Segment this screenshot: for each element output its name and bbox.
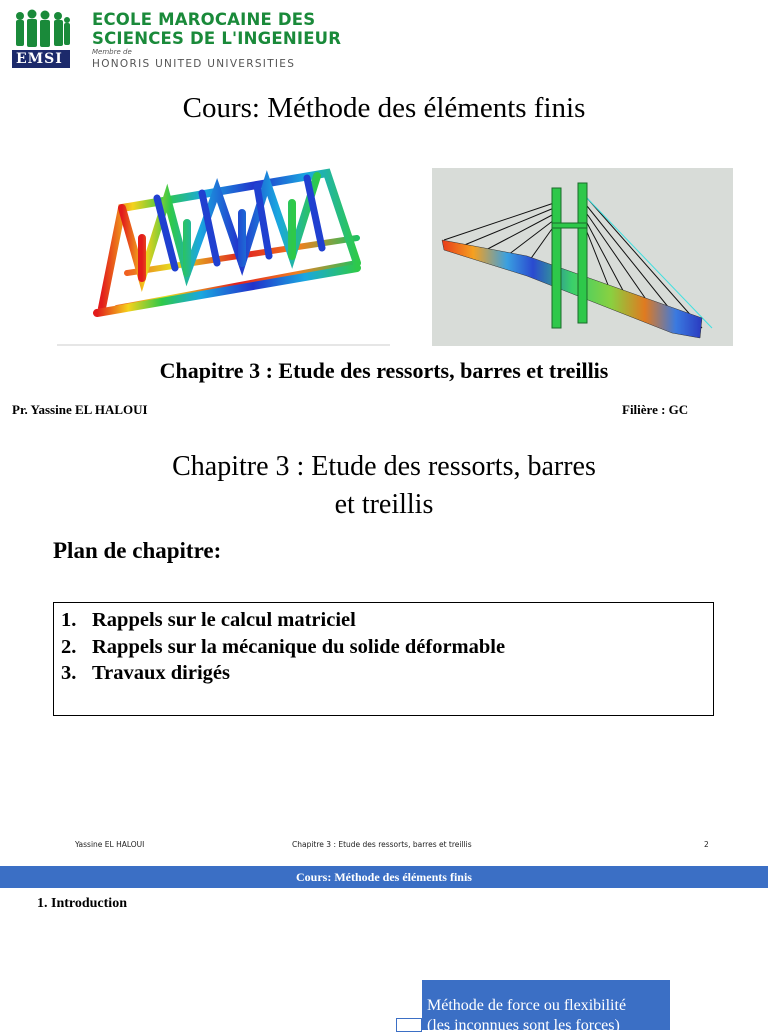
footer-chapter: Chapitre 3 : Etude des ressorts, barres et treillis xyxy=(292,840,472,849)
truss-fem-image xyxy=(57,168,390,346)
diagram-connector-box xyxy=(396,1018,422,1032)
plan-item-text: Travaux dirigés xyxy=(92,662,230,684)
slide-title-line-2: et treillis xyxy=(334,489,434,520)
method-box xyxy=(422,980,670,1034)
plan-item-number: 3. xyxy=(61,662,77,684)
course-banner: Cours: Méthode des éléments finis xyxy=(0,866,768,888)
school-logo xyxy=(12,8,342,74)
logo-membre: Membre de xyxy=(92,48,132,56)
plan-item xyxy=(61,662,230,685)
plan-item-number: 1. xyxy=(61,609,77,631)
plan-item-text: Rappels sur la mécanique du solide déformable xyxy=(92,636,506,658)
slide-title xyxy=(0,448,768,524)
author-name: Pr. Yassine EL HALOUI xyxy=(12,402,148,417)
method-line-2: (les inconnues sont les forces) xyxy=(427,1017,620,1034)
section-heading: 1. Introduction xyxy=(37,896,127,911)
logo-line-2: SCIENCES DE L'INGENIEUR xyxy=(92,29,342,48)
footer-author: Yassine EL HALOUI xyxy=(75,840,145,849)
plan-title: Plan de chapitre: xyxy=(53,538,222,563)
filiere-label: Filière : GC xyxy=(622,402,689,417)
plan-item xyxy=(61,609,356,632)
plan-list-box xyxy=(53,602,714,716)
chapter-header: Chapitre 3 : Etude des ressorts, barres et treillis xyxy=(159,358,609,383)
emsi-text: EMSI xyxy=(16,51,63,67)
course-title: Cours: Méthode des éléments finis xyxy=(182,92,586,124)
bridge-fem-image xyxy=(432,168,733,346)
plan-item xyxy=(61,636,505,659)
slide-title-line-1: Chapitre 3 : Etude des ressorts, barres xyxy=(172,451,596,482)
logo-honoris: HONORIS UNITED UNIVERSITIES xyxy=(92,58,296,70)
method-line-1: Méthode de force ou flexibilité xyxy=(427,997,627,1014)
plan-item-text: Rappels sur le calcul matriciel xyxy=(92,609,356,631)
footer-page-number: 2 xyxy=(704,840,709,849)
plan-item-number: 2. xyxy=(61,636,77,658)
logo-line-1: ECOLE MAROCAINE DES xyxy=(92,10,316,29)
